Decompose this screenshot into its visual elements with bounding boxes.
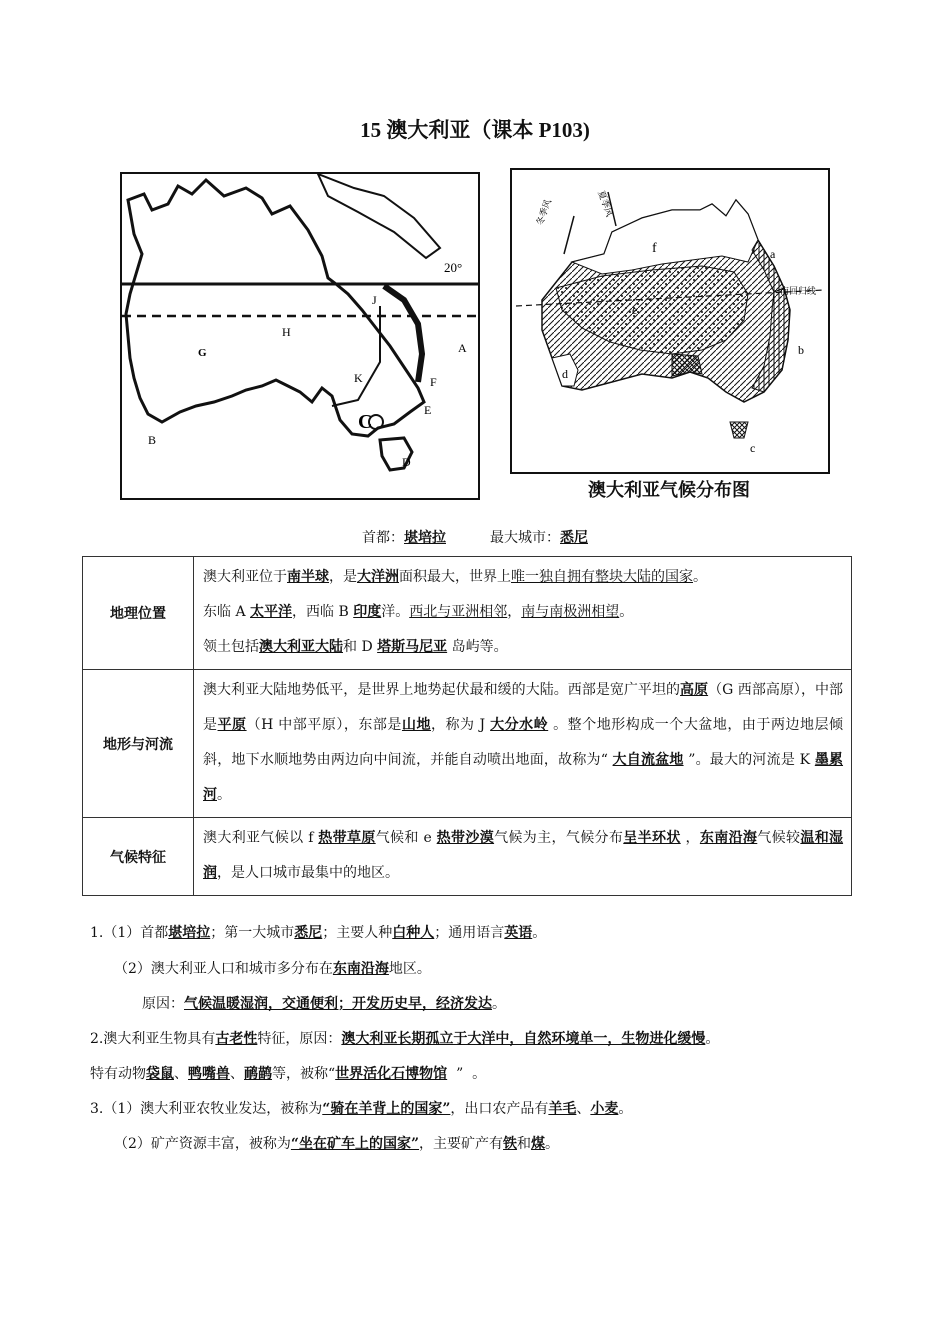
label-h: H	[282, 325, 291, 339]
note-3-2: （2）矿产资源丰富，被称为“坐在矿车上的国家”，主要矿产有铁和煤。	[114, 1136, 560, 1152]
winter-wind-label: 冬季风	[534, 197, 554, 227]
row-climate	[83, 818, 852, 896]
outline-map-svg	[122, 174, 478, 498]
summer-wind-label: 夏季风	[596, 189, 615, 219]
row-location	[83, 557, 852, 670]
winter-wind-arrow	[564, 216, 574, 254]
label-d: D	[402, 455, 411, 469]
note-2: 2.澳大利亚生物具有古老性特征，原因：澳大利亚长期孤立于大洋中，自然环境单一，生物进化缓慢。	[90, 1031, 720, 1047]
zone-label-c: c	[750, 441, 756, 455]
latitude-label: 20°	[444, 260, 463, 275]
label-e: E	[424, 403, 432, 417]
label-b: B	[148, 433, 157, 447]
location-body: 澳大利亚位于南半球，是大洋洲面积最大，世界上唯一独自拥有整块大陆的国家。 东临 A 太平洋，西临 B 印度洋。西北与亚洲相邻，南与南极洲相望。 领土包括澳大利亚大陆和 D 塔斯马尼亚 岛屿等。	[194, 557, 852, 670]
capital-value: 堪培拉	[404, 530, 446, 546]
climate-head: 气候特征	[83, 818, 194, 896]
label-j: J	[372, 293, 377, 307]
capital-line	[0, 527, 950, 547]
zone-label-f: f	[652, 241, 657, 256]
terrain-body: 澳大利亚大陆地势低平，是世界上地势起伏最和缓的大陆。西部是宽广平坦的高原（G 西部高原），中部是平原（H 中部平原），东部是山地，称为 J 大分水岭 。整个地形构成一个大盆地，由于两边地层倾斜，地下水顺地势由两边向中间流，并能自动喷出地面，故称为“ 大自流盆地 ”。最大的河流是 K 墨累河。	[194, 670, 852, 818]
note-1-1: 1.（1）首都堪培拉；第一大城市悉尼；主要人种白种人；通用语言英语。	[90, 925, 547, 941]
info-table	[82, 556, 852, 896]
page-title: 15 澳大利亚（课本 P103)	[360, 118, 590, 142]
note-3-1: 3.（1）澳大利亚农牧业发达，被称为“骑在羊背上的国家”，出口农产品有羊毛、小麦。	[90, 1101, 633, 1117]
label-a: A	[458, 341, 467, 355]
location-head: 地理位置	[83, 557, 194, 670]
new-guinea-outline	[318, 174, 440, 258]
label-c: C	[358, 411, 373, 433]
terrain-head: 地形与河流	[83, 670, 194, 818]
climate-map	[510, 168, 830, 474]
label-g: G	[198, 347, 207, 359]
largest-city-label: 最大城市：	[490, 530, 560, 546]
tropic-label: 南回归线	[780, 287, 817, 297]
australia-outline-map	[120, 172, 480, 500]
capital-label: 首都：	[362, 530, 404, 546]
climate-map-caption: 澳大利亚气候分布图	[588, 480, 750, 501]
zone-label-a: a	[770, 247, 776, 261]
label-f: F	[430, 375, 437, 389]
note-2-animals: 特有动物袋鼠、鸭嘴兽、鸸鹋等，被称“世界活化石博物馆 ” 。	[90, 1066, 487, 1082]
note-1-2: （2）澳大利亚人口和城市多分布在东南沿海地区。	[114, 961, 431, 977]
climate-body: 澳大利亚气候以 f 热带草原气候和 e 热带沙漠气候为主，气候分布呈半环状 ，东南沿海气候较温和湿润，是人口城市最集中的地区。	[194, 818, 852, 896]
zone-label-d: d	[562, 367, 568, 381]
largest-city-value: 悉尼	[560, 530, 588, 546]
zone-label-e: e	[632, 303, 638, 317]
row-terrain	[83, 670, 852, 818]
zone-label-b: b	[798, 343, 804, 357]
zone-mediterranean-south	[672, 354, 702, 376]
label-k: K	[354, 371, 363, 385]
murray-basin-outline	[332, 306, 380, 406]
climate-map-svg	[512, 170, 828, 472]
note-1-reason: 原因：气候温暖湿润，交通便利；开发历史早，经济发达。	[142, 996, 506, 1012]
zone-c-tasmania	[730, 422, 748, 438]
